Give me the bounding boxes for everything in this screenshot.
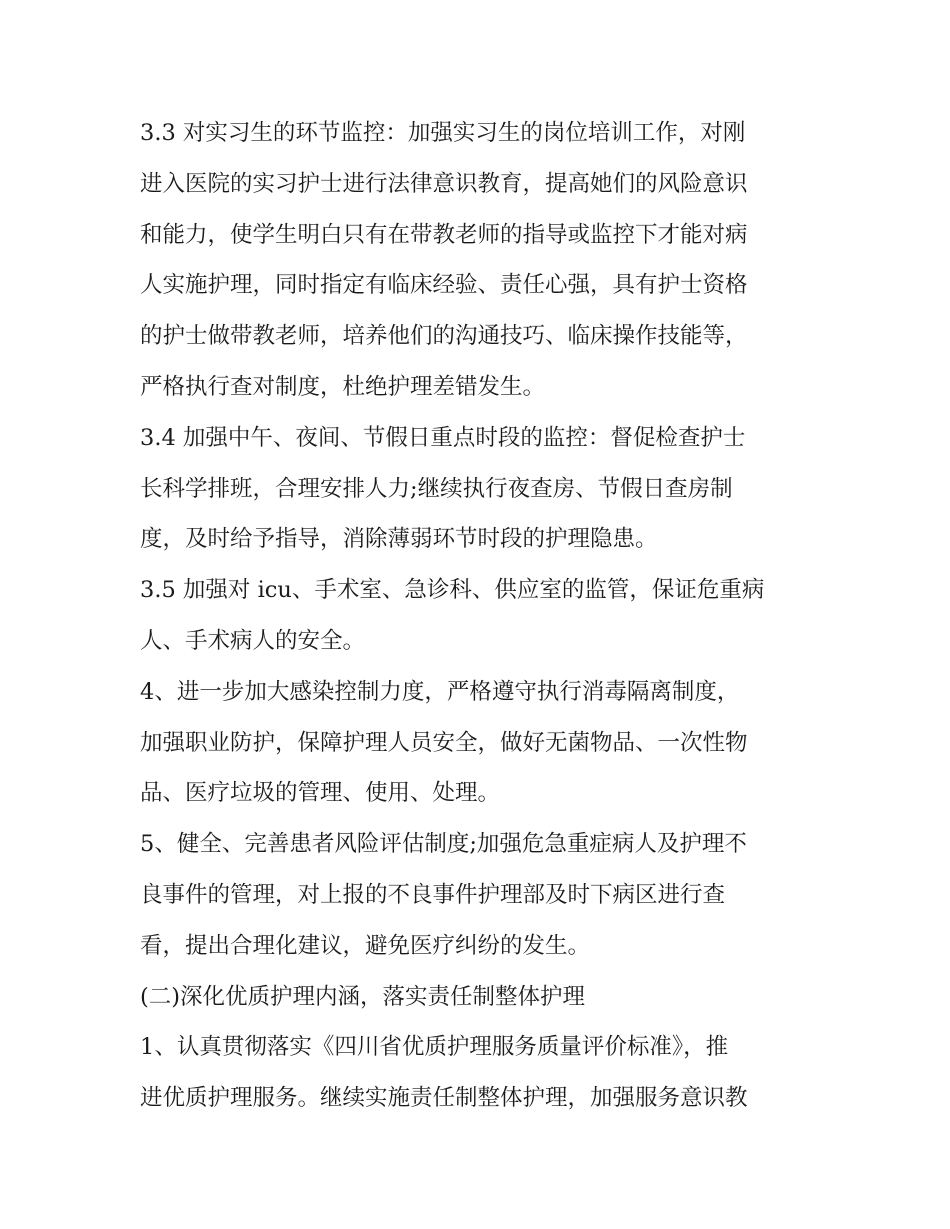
text-line: 3.4 加强中午、夜间、节假日重点时段的监控：督促检查护士 [140,424,746,451]
text-line: 看，提出合理化建议，避免医疗纠纷的发生。 [140,932,591,959]
text-line: 人实施护理，同时指定有临床经验、责任心强，具有护士资格 [140,272,748,299]
text-line: 和能力，使学生明白只有在带教老师的指导或监控下才能对病 [140,221,748,248]
text-line: 1、认真贯彻落实《四川省优质护理服务质量评价标准》，推 [140,1034,729,1061]
section-heading: (二)深化优质护理内涵，落实责任制整体护理 [140,983,586,1010]
text-line: 5、健全、完善患者风险评估制度;加强危急重症病人及护理不 [140,831,747,858]
text-line: 严格执行查对制度，杜绝护理差错发生。 [140,373,546,400]
text-line: 3.3 对实习生的环节监控：加强实习生的岗位培训工作，对刚 [140,120,746,146]
text-line: 进入医院的实习护士进行法律意识教育，提高她们的风险意识 [140,170,748,197]
text-line: 人、手术病人的安全。 [140,627,366,654]
text-line: 4、进一步加大感染控制力度，严格遵守执行消毒隔离制度， [140,678,740,705]
text-line: 度，及时给予指导，消除薄弱环节时段的护理隐患。 [140,526,658,553]
text-line: 品、医疗垃圾的管理、使用、处理。 [140,780,501,807]
text-line: 良事件的管理，对上报的不良事件护理部及时下病区进行查 [140,881,726,908]
text-line: 加强职业防护，保障护理人员安全，做好无菌物品、一次性物 [140,729,748,756]
document-body [140,108,820,1124]
text-line: 进优质护理服务。继续实施责任制整体护理，加强服务意识教 [140,1085,748,1112]
text-line: 长科学排班，合理安排人力;继续执行夜查房、节假日查房制 [140,475,733,502]
text-line: 3.5 加强对 icu、手术室、急诊科、供应室的监管，保证危重病 [140,577,765,604]
text-line: 的护士做带教老师，培养他们的沟通技巧、临床操作技能等， [140,323,748,350]
